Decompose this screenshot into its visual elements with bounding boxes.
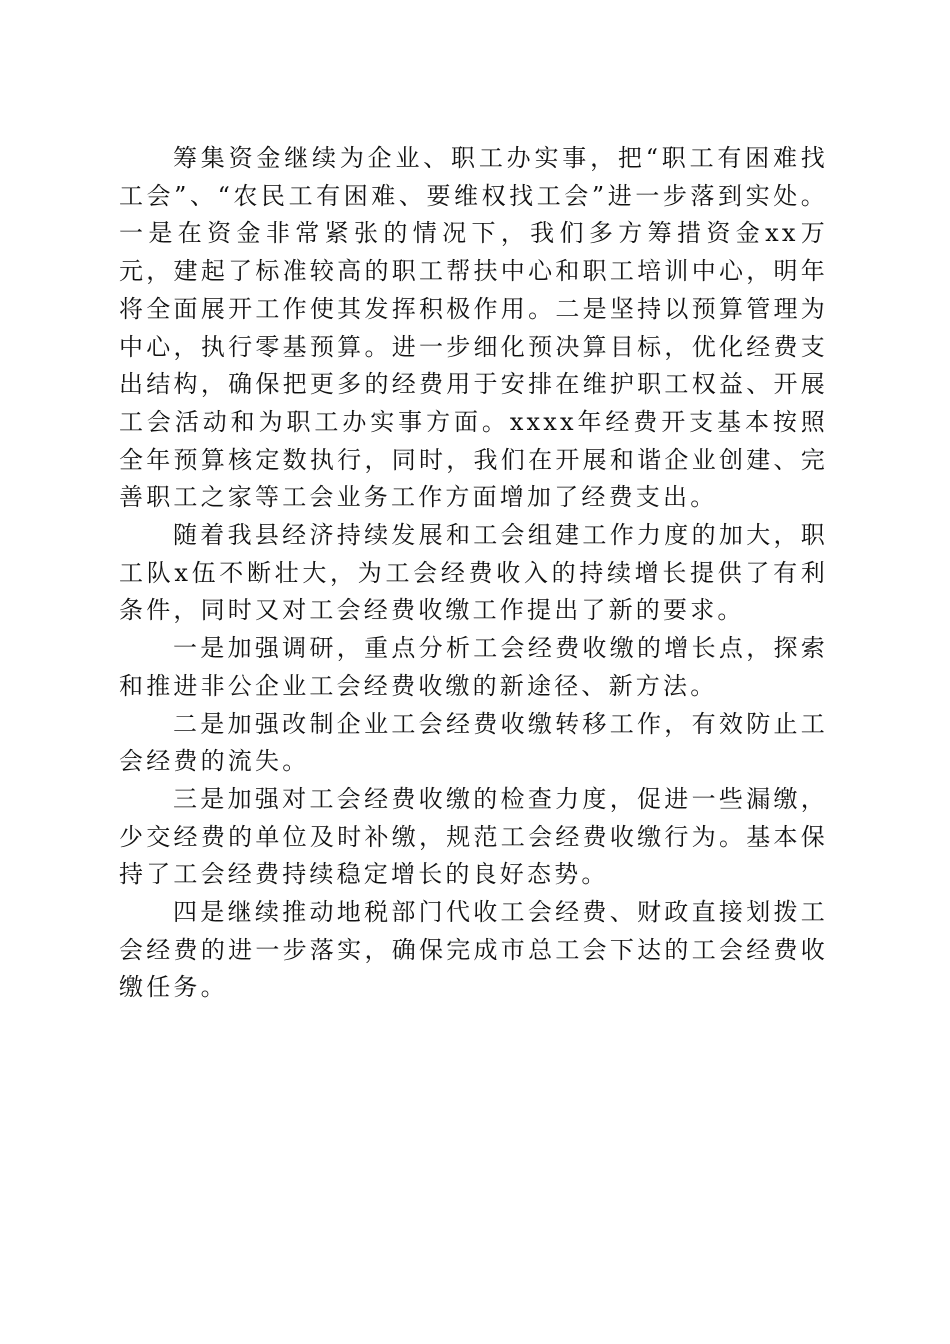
- paragraph-funding: 筹集资金继续为企业、职工办实事，把“职工有困难找工会”、“农民工有困难、要维权找工会”进一步落到实处。一是在资金非常紧张的情况下，我们多方筹措资金xx万元，建起了标准较高的职工帮扶中心和职工培训中心，明年将全面展开工作使其发挥积极作用。二是坚持以预算管理为中心，执行零基预算。进一步细化预决算目标，优化经费支出结构，确保把更多的经费用于安排在维护职工权益、开展工会活动和为职工办实事方面。xxxx年经费开支基本按照全年预算核定数执行，同时，我们在开展和谐企业创建、完善职工之家等工会业务工作方面增加了经费支出。: [119, 144, 828, 512]
- document-body: [119, 140, 828, 1007]
- paragraph-inspection: 三是加强对工会经费收缴的检查力度，促进一些漏缴，少交经费的单位及时补缴，规范工会经费收缴行为。基本保持了工会经费持续稳定增长的良好态势。: [119, 784, 828, 889]
- paragraph-growth: 随着我县经济持续发展和工会组建工作力度的加大，职工队x伍不断壮大，为工会经费收入的持续增长提供了有利条件，同时又对工会经费收缴工作提出了新的要求。: [119, 521, 828, 625]
- paragraph-research: 一是加强调研，重点分析工会经费收缴的增长点，探索和推进非公企业工会经费收缴的新途径、新方法。: [119, 634, 828, 700]
- paragraph-tax-collection: 四是继续推动地税部门代收工会经费、财政直接划拨工会经费的进一步落实，确保完成市总工会下达的工会经费收缴任务。: [119, 898, 828, 1002]
- paragraph-restructuring: 二是加强改制企业工会经费收缴转移工作，有效防止工会经费的流失。: [119, 709, 828, 776]
